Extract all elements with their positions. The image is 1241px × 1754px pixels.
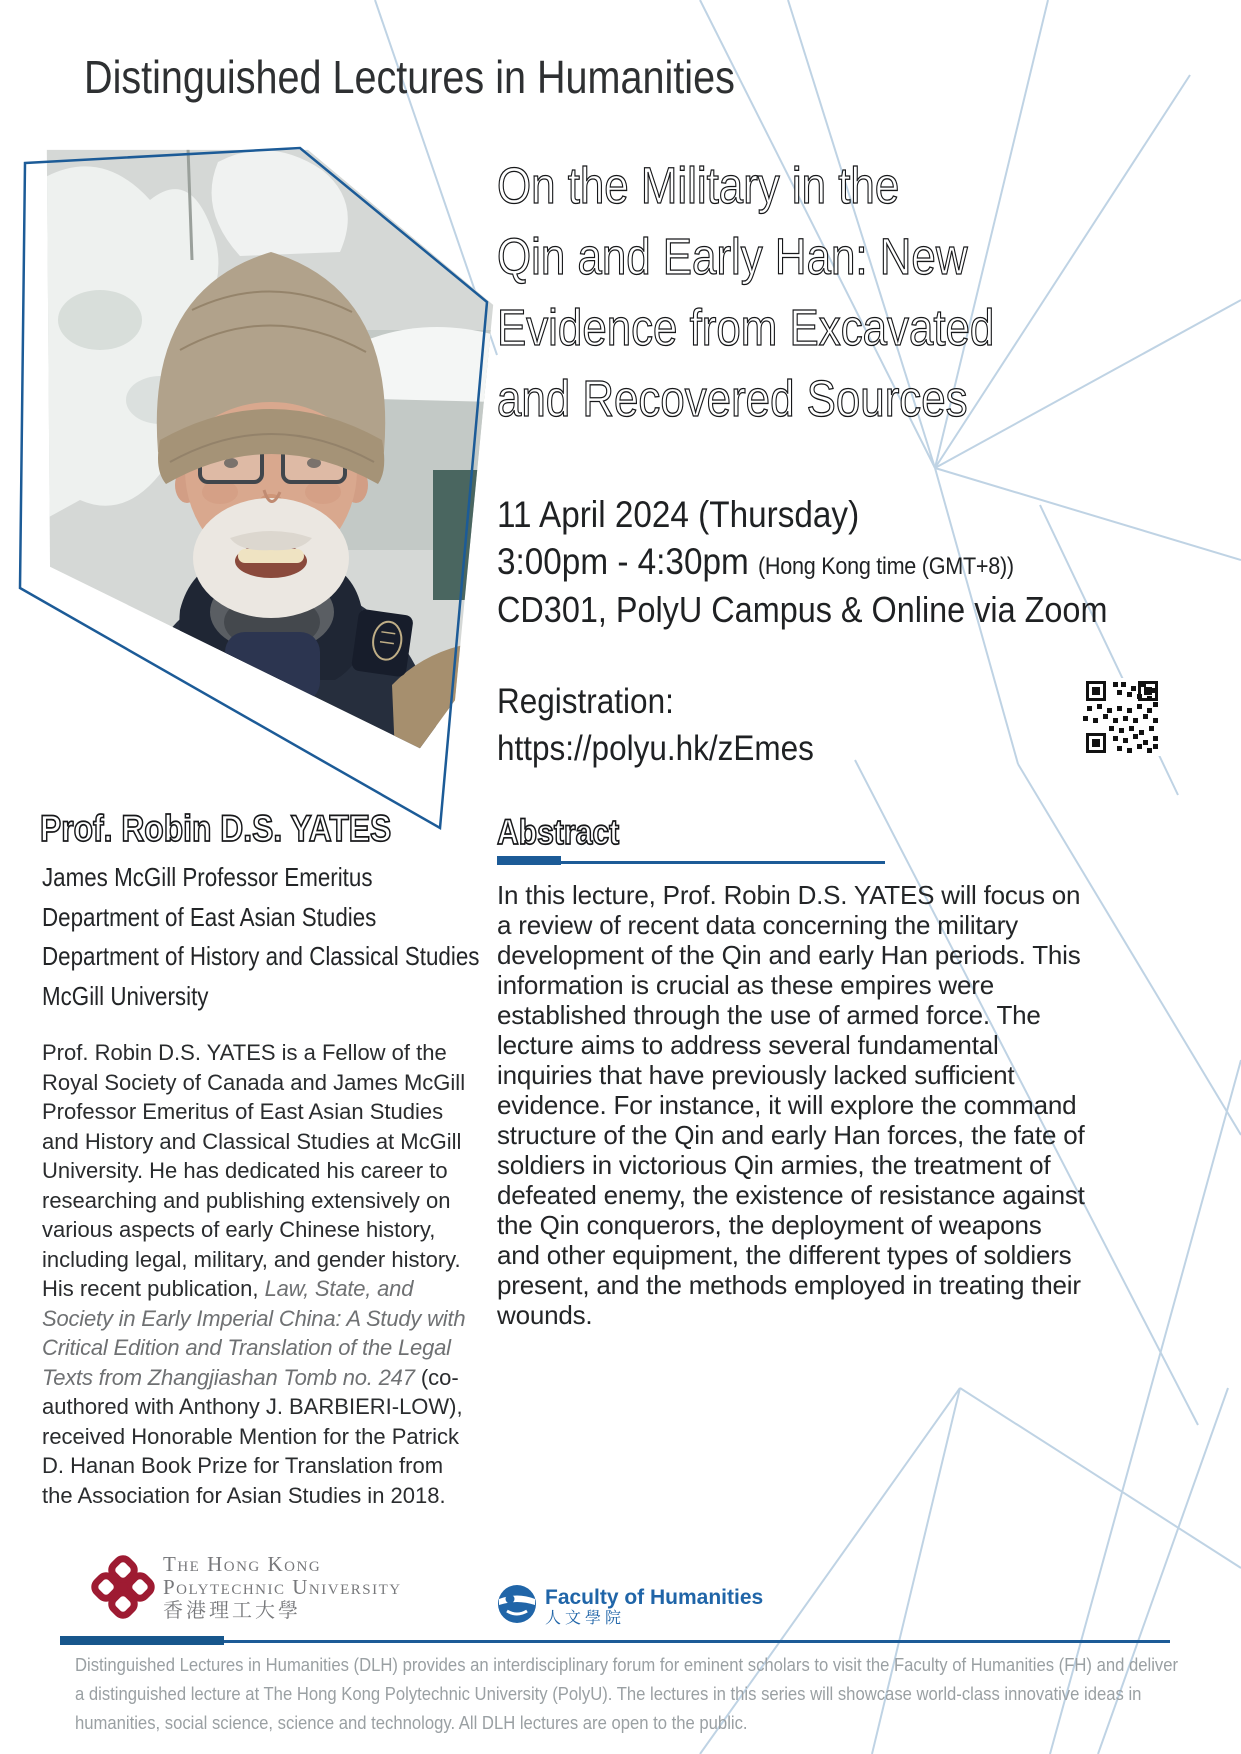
affiliation-line: James McGill Professor Emeritus	[42, 862, 373, 892]
footer-rule	[60, 1640, 1170, 1643]
time-range: 3:00pm - 4:30pm	[497, 541, 749, 582]
speaker-name: Prof. Robin D.S. YATES	[40, 808, 392, 849]
lecture-title-line: and Recovered Sources	[497, 370, 968, 427]
bio-text: Prof. Robin D.S. YATES is a Fellow of the Royal Society of Canada and James McGill Professor Emeritus of East Asian Studies and History and Classical Studies at McGill University. He has dedicated his career to researching and publishing extensively on various aspects of early Chinese history, including legal, military, and gender history. His recent publication,	[42, 1040, 466, 1301]
affiliation-line: Department of History and Classical Studies	[42, 941, 480, 971]
abstract-body: In this lecture, Prof. Robin D.S. YATES will focus on a review of recent data concerning the military development of the Qin and early Han periods. This information is crucial as these empires were established through the use of armed force. The lecture aims to address several fundamental inquiries that have previously lacked sufficient evidence. For instance, it will explore the command structure of the Qin and early Han forces, the fate of soldiers in victorious Qin armies, the treatment of defeated enemy, the existence of resistance against the Qin conquerors, the deployment of weapons and other equipment, the different types of soldiers present, and the methods employed in treating their wounds.	[497, 880, 1085, 1330]
timezone-note: (Hong Kong time (GMT+8))	[758, 553, 1014, 580]
affiliation-line: Department of East Asian Studies	[42, 901, 377, 932]
bio-text: (co-authored with Anthony J. BARBIERI-LOW), received Honorable Mention for the Patrick D. Hanan Book Prize for Translation from the Association for Asian Studies in 2018.	[42, 1364, 463, 1508]
polyu-logo-text	[163, 1553, 402, 1624]
speaker-bio	[42, 1038, 472, 1510]
speaker-affiliations	[42, 858, 479, 1016]
bio-book-title: Law, State, and Society in Early Imperial China: A Study with Critical Edition and Translation of the Legal Texts from Zhangjiashan Tomb no. 247	[42, 1276, 466, 1390]
qr-finder-icon	[1138, 681, 1158, 701]
lecture-title-line: Evidence from Excavated	[497, 299, 995, 356]
series-title: Distinguished Lectures in Humanities	[84, 51, 735, 103]
polyu-name-en-2: Polytechnic University	[163, 1575, 402, 1599]
faculty-of-humanities-icon	[497, 1584, 537, 1624]
registration-label: Registration:	[497, 682, 674, 721]
lecture-title-line: Qin and Early Han: New	[497, 228, 968, 285]
lecture-title	[497, 150, 994, 434]
footer-rule-accent	[60, 1636, 224, 1645]
fh-name-en: Faculty of Humanities	[545, 1586, 764, 1609]
polyu-logo	[88, 1552, 158, 1622]
lecture-time	[497, 541, 1014, 583]
abstract-rule-accent	[497, 856, 561, 865]
qr-finder-icon	[1086, 681, 1106, 701]
qr-modules	[1113, 682, 1118, 687]
faculty-of-humanities-text	[545, 1586, 763, 1629]
polyu-name-zh: 香港理工大學	[163, 1600, 301, 1622]
lecture-venue: CD301, PolyU Campus & Online via Zoom	[497, 589, 1108, 630]
qr-finder-icon	[1086, 733, 1106, 753]
fh-name-zh: 人文學院	[545, 1610, 626, 1627]
qr-code	[1083, 678, 1161, 756]
footer-description: Distinguished Lectures in Humanities (DLH) provides an interdisciplinary forum for eminent scholars to visit the Faculty of Humanities (FH) and deliver a distinguished lecture at The Hong Kong Polytechnic University (PolyU). The lectures in this series will showcase world-class innovative ideas in humanities, social science, science and technology. All DLH lectures are open to the public.	[75, 1654, 1179, 1733]
registration-url[interactable]: https://polyu.hk/zEmes	[497, 729, 814, 768]
abstract-heading: Abstract	[497, 813, 620, 852]
polyu-name-en-1: The Hong Kong	[163, 1552, 322, 1576]
lecture-title-line: On the Military in the	[497, 157, 900, 214]
lecture-date: 11 April 2024 (Thursday)	[497, 494, 860, 535]
affiliation-line: McGill University	[42, 980, 209, 1011]
